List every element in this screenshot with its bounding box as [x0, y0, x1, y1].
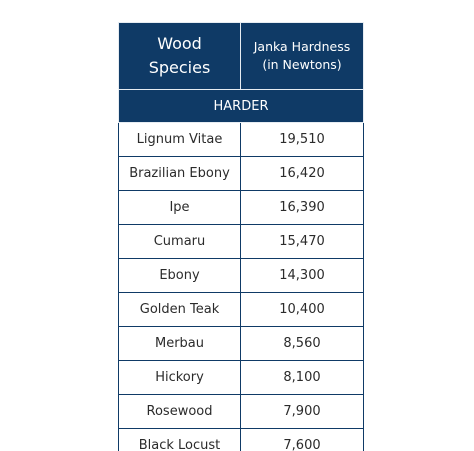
species-cell: Black Locust	[119, 429, 241, 451]
hardness-cell: 16,390	[241, 191, 364, 225]
hardness-cell: 14,300	[241, 259, 364, 293]
table-row	[119, 259, 364, 293]
species-cell: Cumaru	[119, 225, 241, 259]
hardness-cell: 15,470	[241, 225, 364, 259]
header-species-line2: Species	[148, 58, 211, 77]
table-row	[119, 157, 364, 191]
section-row	[119, 90, 364, 123]
species-cell: Ebony	[119, 259, 241, 293]
header-species-line1: Wood	[157, 34, 202, 53]
species-cell: Lignum Vitae	[119, 123, 241, 157]
column-header-wood-species	[119, 23, 241, 90]
table-row	[119, 429, 364, 451]
table-row	[119, 225, 364, 259]
hardness-cell: 7,900	[241, 395, 364, 429]
hardness-cell: 8,100	[241, 361, 364, 395]
hardness-cell: 16,420	[241, 157, 364, 191]
table-row	[119, 327, 364, 361]
species-cell: Rosewood	[119, 395, 241, 429]
hardness-cell: 19,510	[241, 123, 364, 157]
section-label-harder: HARDER	[119, 90, 364, 123]
table-row	[119, 191, 364, 225]
species-cell: Hickory	[119, 361, 241, 395]
hardness-cell: 10,400	[241, 293, 364, 327]
header-hardness-line1: Janka Hardness	[253, 39, 351, 54]
header-hardness-line2: (in Newtons)	[262, 57, 342, 72]
hardness-cell: 8,560	[241, 327, 364, 361]
column-header-janka-hardness	[241, 23, 364, 90]
species-cell: Merbau	[119, 327, 241, 361]
table-row	[119, 123, 364, 157]
table-row	[119, 395, 364, 429]
table-header-row	[119, 23, 364, 90]
species-cell: Brazilian Ebony	[119, 157, 241, 191]
table-row	[119, 293, 364, 327]
species-cell: Golden Teak	[119, 293, 241, 327]
species-cell: Ipe	[119, 191, 241, 225]
hardness-cell: 7,600	[241, 429, 364, 451]
table-row	[119, 361, 364, 395]
janka-hardness-table	[118, 22, 364, 451]
